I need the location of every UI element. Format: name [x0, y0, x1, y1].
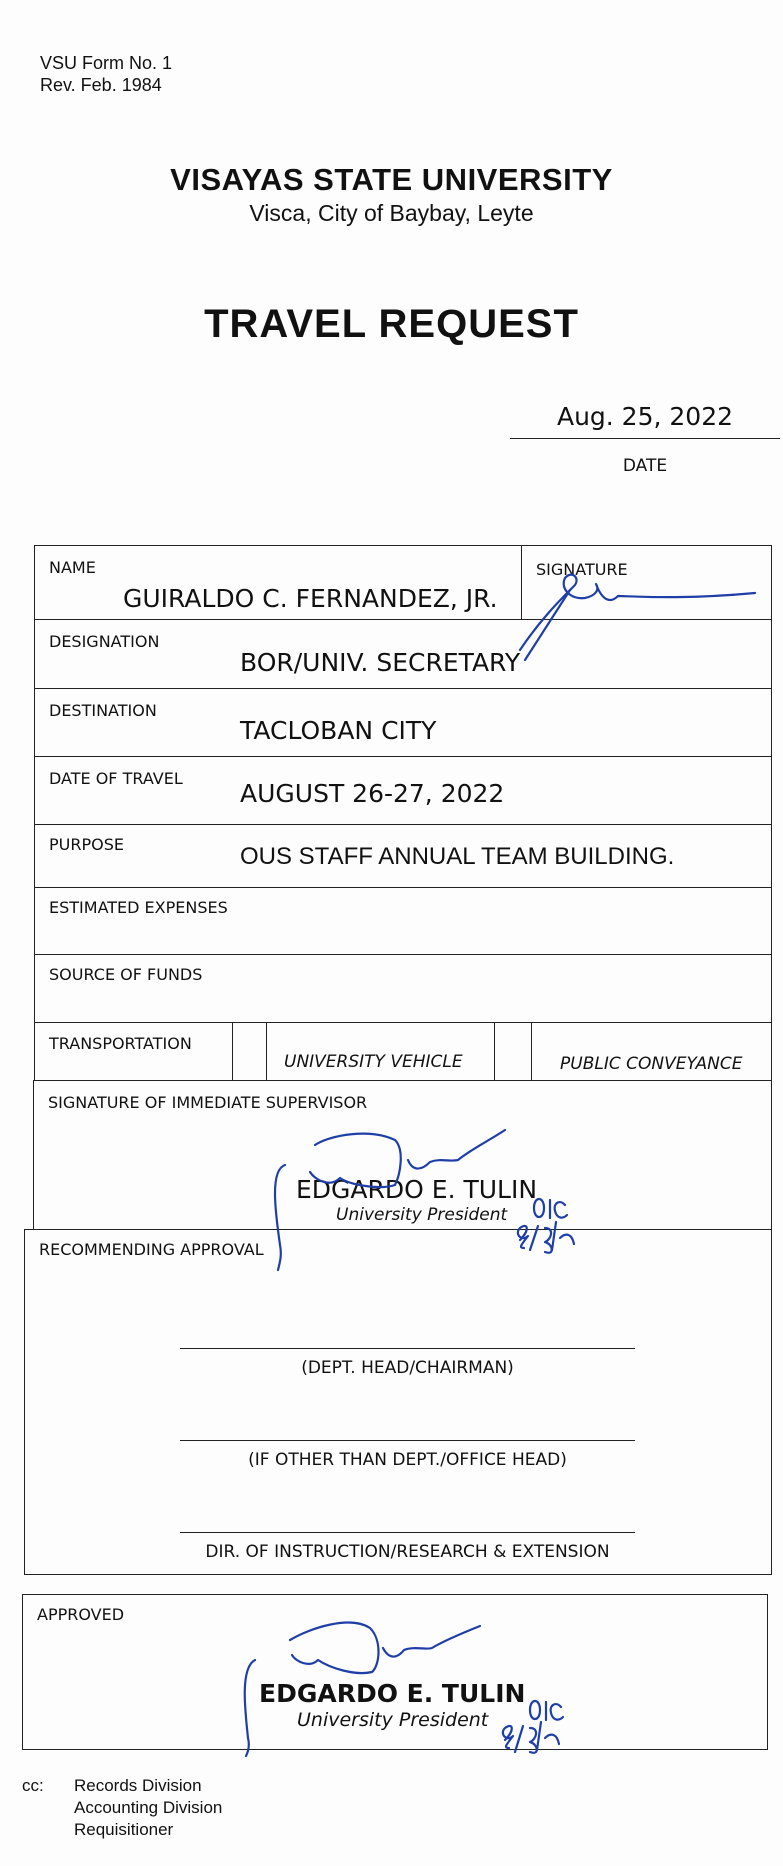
public-conveyance-option: PUBLIC CONVEYANCE	[560, 1054, 743, 1074]
destination-label: DESTINATION	[49, 701, 157, 720]
purpose-label: PURPOSE	[49, 835, 124, 854]
approved-label: APPROVED	[37, 1605, 125, 1624]
document-title: TRAVEL REQUEST	[204, 302, 579, 346]
destination-value: TACLOBAN CITY	[240, 716, 437, 745]
cc-label: cc:	[22, 1776, 44, 1795]
estimated-expenses-label: ESTIMATED EXPENSES	[49, 898, 228, 917]
form-number: VSU Form No. 1	[40, 53, 173, 73]
approved-name: EDGARDO E. TULIN	[259, 1679, 526, 1708]
date-of-travel-label: DATE OF TRAVEL	[49, 769, 183, 788]
cc-requisitioner: Requisitioner	[74, 1820, 174, 1839]
date-label: DATE	[622, 456, 668, 476]
source-of-funds-label: SOURCE OF FUNDS	[49, 965, 203, 984]
designation-value: BOR/UNIV. SECRETARY	[240, 648, 521, 677]
designation-label: DESIGNATION	[49, 632, 160, 651]
purpose-value: OUS STAFF ANNUAL TEAM BUILDING.	[240, 843, 675, 870]
requester-signature-image	[520, 575, 755, 660]
university-name: VISAYAS STATE UNIVERSITY	[170, 162, 613, 197]
cc-accounting-division: Accounting Division	[74, 1798, 223, 1817]
other-head-caption: (IF OTHER THAN DEPT./OFFICE HEAD)	[248, 1450, 567, 1470]
request-date: Aug. 25, 2022	[556, 402, 734, 431]
supervisor-label: SIGNATURE OF IMMEDIATE SUPERVISOR	[48, 1093, 368, 1112]
dept-head-caption: (DEPT. HEAD/CHAIRMAN)	[301, 1358, 514, 1378]
form-revision: Rev. Feb. 1984	[40, 75, 162, 95]
supervisor-initials-image	[518, 1199, 574, 1253]
director-caption: DIR. OF INSTRUCTION/RESEARCH & EXTENSION	[205, 1542, 610, 1562]
approver-signature-image	[245, 1623, 480, 1756]
transportation-label: TRANSPORTATION	[49, 1034, 192, 1053]
approved-title: University President	[297, 1709, 489, 1731]
supervisor-name: EDGARDO E. TULIN	[296, 1175, 538, 1204]
date-of-travel-value: AUGUST 26-27, 2022	[240, 779, 505, 808]
name-label: NAME	[49, 558, 96, 577]
cc-records-division: Records Division	[74, 1776, 202, 1795]
name-value: GUIRALDO C. FERNANDEZ, JR.	[123, 584, 498, 613]
university-address: Visca, City of Baybay, Leyte	[249, 200, 534, 226]
signature-label: SIGNATURE	[536, 560, 628, 579]
supervisor-title: University President	[336, 1205, 508, 1225]
approver-initials-image	[503, 1701, 563, 1753]
recommending-label: RECOMMENDING APPROVAL	[39, 1240, 264, 1259]
university-vehicle-option: UNIVERSITY VEHICLE	[284, 1052, 463, 1072]
supervisor-signature-image	[275, 1130, 508, 1270]
cc-items	[74, 1775, 334, 1841]
